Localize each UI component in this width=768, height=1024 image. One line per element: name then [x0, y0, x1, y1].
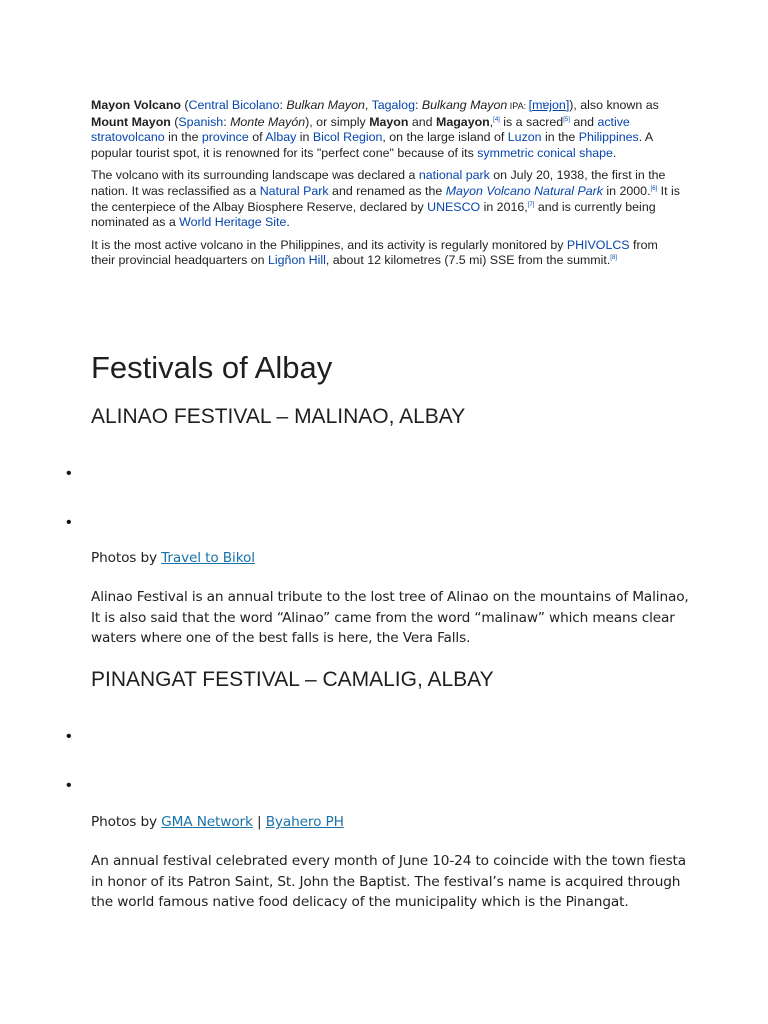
link-byahero-ph[interactable]: Byahero PH [265, 814, 344, 830]
text: : [223, 114, 231, 129]
text: It is the most active volcano in the Philippines, and its activity is regularly monitored by [91, 237, 567, 252]
text: , [364, 98, 372, 112]
link-albay[interactable]: Albay [265, 130, 297, 145]
empty-bullet: • [66, 728, 72, 745]
bold-term: Mayon [369, 114, 409, 129]
text: . A popular tourist spot, it is renowned for its "perfect cone" because of its [91, 130, 653, 160]
text: and [569, 114, 598, 129]
intro-paragraph-1 [91, 98, 681, 161]
empty-bullet: • [66, 514, 72, 531]
text: It is the centerpiece of the Albay Biosphere Reserve, declared by [91, 183, 680, 214]
citation-link[interactable]: [5] [563, 116, 570, 123]
text: in 2000. [602, 183, 651, 198]
separator: | [252, 814, 266, 830]
bold-term: Mount Mayon [91, 114, 171, 129]
link-symmetric-conical-shape[interactable]: symmetric conical shape [477, 145, 613, 160]
link-natural-park[interactable]: Natural Park [259, 183, 329, 198]
link-travel-to-bikol[interactable]: Travel to Bikol [161, 550, 255, 566]
link-central-bicolano[interactable]: Central Bicolano [188, 98, 280, 112]
link-national-park[interactable]: national park [418, 168, 490, 183]
link-spanish[interactable]: Spanish [178, 114, 224, 129]
text: of [248, 130, 266, 145]
citation-link[interactable]: [8] [610, 255, 617, 262]
text: in the [541, 130, 579, 145]
bold-term: Magayon [436, 114, 490, 129]
festival-description-pinangat: An annual festival celebrated every month of June 10-24 to coincide with the town fiesta in honor of its Patron Saint, St. John the Baptist. The festival’s name is acquired through the world famous native food delicacy of the municipality which is the Pinangat. [91, 853, 686, 910]
link-tagalog[interactable]: Tagalog [371, 98, 415, 112]
italic-term: Bulkang Mayon [421, 98, 508, 112]
text: in the [164, 130, 202, 145]
photo-credit-alinao [91, 548, 691, 569]
text: . [286, 215, 290, 230]
link-bicol-region[interactable]: Bicol Region [312, 130, 383, 145]
text: ), or simply [305, 114, 370, 129]
page-heading: Festivals of Albay [91, 350, 333, 385]
link-philippines[interactable]: Philippines [578, 130, 639, 145]
text: . [612, 145, 617, 160]
text: on July 20, 1938, the first in the nation. It was reclassified as a [91, 168, 666, 198]
text: from their provincial headquarters on [91, 237, 658, 268]
citation-link[interactable]: [6] [650, 185, 658, 192]
text: : [414, 98, 422, 112]
text: ( [170, 114, 179, 129]
photo-credit-pinangat [91, 812, 691, 833]
citation-link[interactable]: [7] [527, 201, 535, 208]
text: , on the large island of [382, 130, 508, 145]
link-stratovolcano[interactable]: stratovolcano [91, 130, 165, 145]
link-mayon-volcano-natural-park[interactable] [446, 184, 603, 198]
empty-bullet: • [66, 465, 72, 482]
text: in 2016, [480, 199, 528, 214]
text: The volcano with its surrounding landscape was declared a [91, 168, 419, 183]
text: is a sacred [499, 114, 564, 129]
citation-link[interactable]: [4] [493, 116, 500, 123]
text: Photos by [91, 814, 162, 830]
festival-title-pinangat: PINANGAT FESTIVAL – CAMALIG, ALBAY [91, 668, 494, 691]
link-gma-network[interactable]: GMA Network [161, 814, 253, 830]
text: in [296, 130, 313, 145]
text: : [279, 98, 287, 112]
link-unesco[interactable]: UNESCO [427, 199, 481, 214]
link-lignon-hill[interactable]: Ligñon Hill [268, 253, 326, 268]
text: , about 12 kilometres (7.5 mi) SSE from the summit. [325, 253, 611, 268]
link-world-heritage-site[interactable]: World Heritage Site [179, 215, 287, 230]
text: and [408, 114, 437, 129]
text: , [489, 114, 494, 129]
text: and is currently being nominated as a [91, 199, 656, 230]
empty-bullet: • [66, 777, 72, 794]
italic-link-text: Mayon Volcano Natural Park [445, 183, 603, 198]
text: Photos by [91, 550, 162, 566]
festival-title-alinao: ALINAO FESTIVAL – MALINAO, ALBAY [91, 405, 466, 428]
bold-term: Mayon Volcano [91, 98, 181, 112]
link-province[interactable]: province [201, 130, 249, 145]
link-luzon[interactable]: Luzon [507, 130, 542, 145]
intro-paragraph-3 [91, 238, 681, 269]
italic-term: Bulkan Mayon [286, 98, 365, 112]
ipa-label: IPA: [507, 101, 529, 111]
text: ), also known as [569, 98, 659, 112]
text: ( [180, 98, 189, 112]
text: and renamed as the [328, 183, 446, 198]
wikipedia-excerpt [91, 98, 681, 276]
intro-paragraph-2 [91, 168, 681, 230]
link-ipa-pronunciation[interactable]: [mɐjon] [528, 98, 570, 112]
link-active[interactable]: active [597, 114, 630, 129]
festival-description-alinao: Alinao Festival is an annual tribute to the lost tree of Alinao on the mountains of Malinao, It is also said that the word “Alinao” came from the word “malinaw” which means clear waters where one of the best falls is here, the Vera Falls. [91, 589, 689, 646]
italic-term: Monte Mayón [230, 114, 306, 129]
link-phivolcs[interactable]: PHIVOLCS [566, 237, 630, 252]
